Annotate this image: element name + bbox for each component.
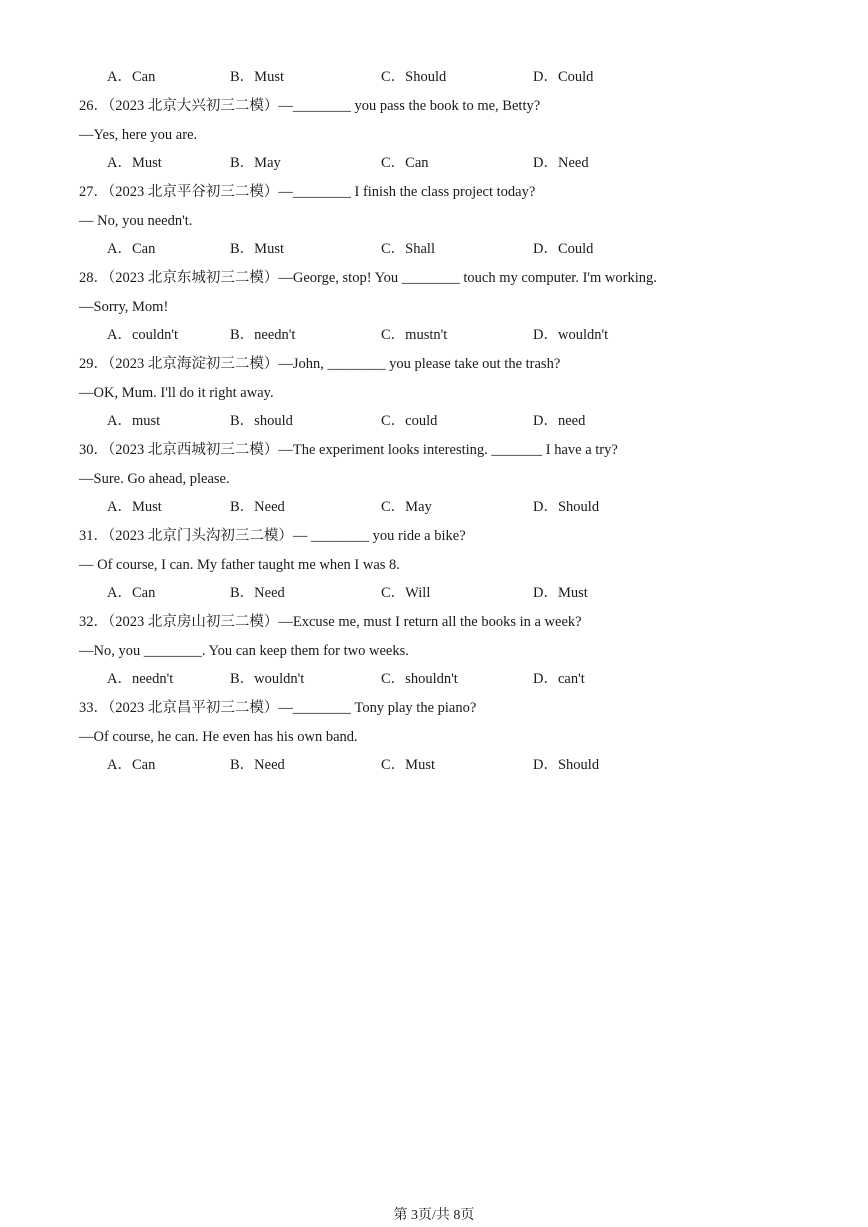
q29-options: [0, 412, 868, 430]
q25-option-b[interactable]: B．Must: [230, 69, 284, 85]
q32-option-c[interactable]: C．shouldn't: [381, 671, 458, 687]
q31-stem: 31．（2023 北京门头沟初三二模）— ________ you ride a bike?: [79, 528, 466, 544]
q30-option-b[interactable]: B．Need: [230, 499, 285, 515]
q27-options: [0, 240, 868, 258]
q30-reply: —Sure. Go ahead, please.: [79, 471, 230, 487]
q31-option-a[interactable]: A．Can: [107, 585, 156, 601]
q32-reply: —No, you ________. You can keep them for two weeks.: [79, 643, 409, 659]
q27-option-a[interactable]: A．Can: [107, 241, 156, 257]
q26-reply: —Yes, here you are.: [79, 127, 198, 143]
q26-stem: 26．（2023 北京大兴初三二模）—________ you pass the book to me, Betty?: [79, 98, 541, 114]
q29-option-a[interactable]: A．must: [107, 413, 161, 429]
q33-option-c[interactable]: C．Must: [381, 757, 435, 773]
q33-options: [0, 756, 868, 774]
q32-option-b[interactable]: B．wouldn't: [230, 671, 305, 687]
q33-option-a[interactable]: A．Can: [107, 757, 156, 773]
page-number-footer: 第 3页/共 8页: [393, 1208, 475, 1223]
q25-option-d[interactable]: D．Could: [533, 69, 594, 85]
q29-reply: —OK, Mum. I'll do it right away.: [79, 385, 274, 401]
q31-reply: — Of course, I can. My father taught me when I was 8.: [79, 557, 400, 573]
q27-reply: — No, you needn't.: [79, 213, 193, 229]
q33-option-b[interactable]: B．Need: [230, 757, 285, 773]
q32-stem: 32．（2023 北京房山初三二模）—Excuse me, must I return all the books in a week?: [79, 614, 582, 630]
q28-option-c[interactable]: C．mustn't: [381, 327, 448, 343]
q27-option-d[interactable]: D．Could: [533, 241, 594, 257]
q30-option-d[interactable]: D．Should: [533, 499, 600, 515]
q27-stem: 27．（2023 北京平谷初三二模）—________ I finish the class project today?: [79, 184, 536, 200]
q29-option-b[interactable]: B．should: [230, 413, 293, 429]
q26-option-b[interactable]: B．May: [230, 155, 281, 171]
q26-options: [0, 154, 868, 172]
q30-options: [0, 498, 868, 516]
q31-options: [0, 584, 868, 602]
q33-option-d[interactable]: D．Should: [533, 757, 600, 773]
q29-option-d[interactable]: D．need: [533, 413, 586, 429]
q26-option-d[interactable]: D．Need: [533, 155, 589, 171]
q28-option-b[interactable]: B．needn't: [230, 327, 296, 343]
q25-option-c[interactable]: C．Should: [381, 69, 447, 85]
q33-reply: —Of course, he can. He even has his own band.: [79, 729, 358, 745]
q31-option-d[interactable]: D．Must: [533, 585, 588, 601]
q32-options: [0, 670, 868, 688]
q28-option-d[interactable]: D．wouldn't: [533, 327, 609, 343]
q27-option-c[interactable]: C．Shall: [381, 241, 435, 257]
q28-option-a[interactable]: A．couldn't: [107, 327, 179, 343]
q32-option-a[interactable]: A．needn't: [107, 671, 174, 687]
q32-option-d[interactable]: D．can't: [533, 671, 585, 687]
q31-option-b[interactable]: B．Need: [230, 585, 285, 601]
q28-reply: —Sorry, Mom!: [79, 299, 169, 315]
q27-option-b[interactable]: B．Must: [230, 241, 284, 257]
q28-options: [0, 326, 868, 344]
q29-option-c[interactable]: C．could: [381, 413, 438, 429]
q33-stem: 33．（2023 北京昌平初三二模）—________ Tony play the piano?: [79, 700, 477, 716]
q28-stem: 28．（2023 北京东城初三二模）—George, stop! You ________ touch my computer. I'm working.: [79, 270, 657, 286]
q25-options: [0, 68, 868, 86]
q26-option-a[interactable]: A．Must: [107, 155, 162, 171]
q29-stem: 29．（2023 北京海淀初三二模）—John, ________ you please take out the trash?: [79, 356, 561, 372]
q26-option-c[interactable]: C．Can: [381, 155, 429, 171]
q31-option-c[interactable]: C．Will: [381, 585, 431, 601]
q25-option-a[interactable]: A．Can: [107, 69, 156, 85]
q30-stem: 30．（2023 北京西城初三二模）—The experiment looks interesting. _______ I have a try?: [79, 442, 618, 458]
q30-option-a[interactable]: A．Must: [107, 499, 162, 515]
q30-option-c[interactable]: C．May: [381, 499, 432, 515]
